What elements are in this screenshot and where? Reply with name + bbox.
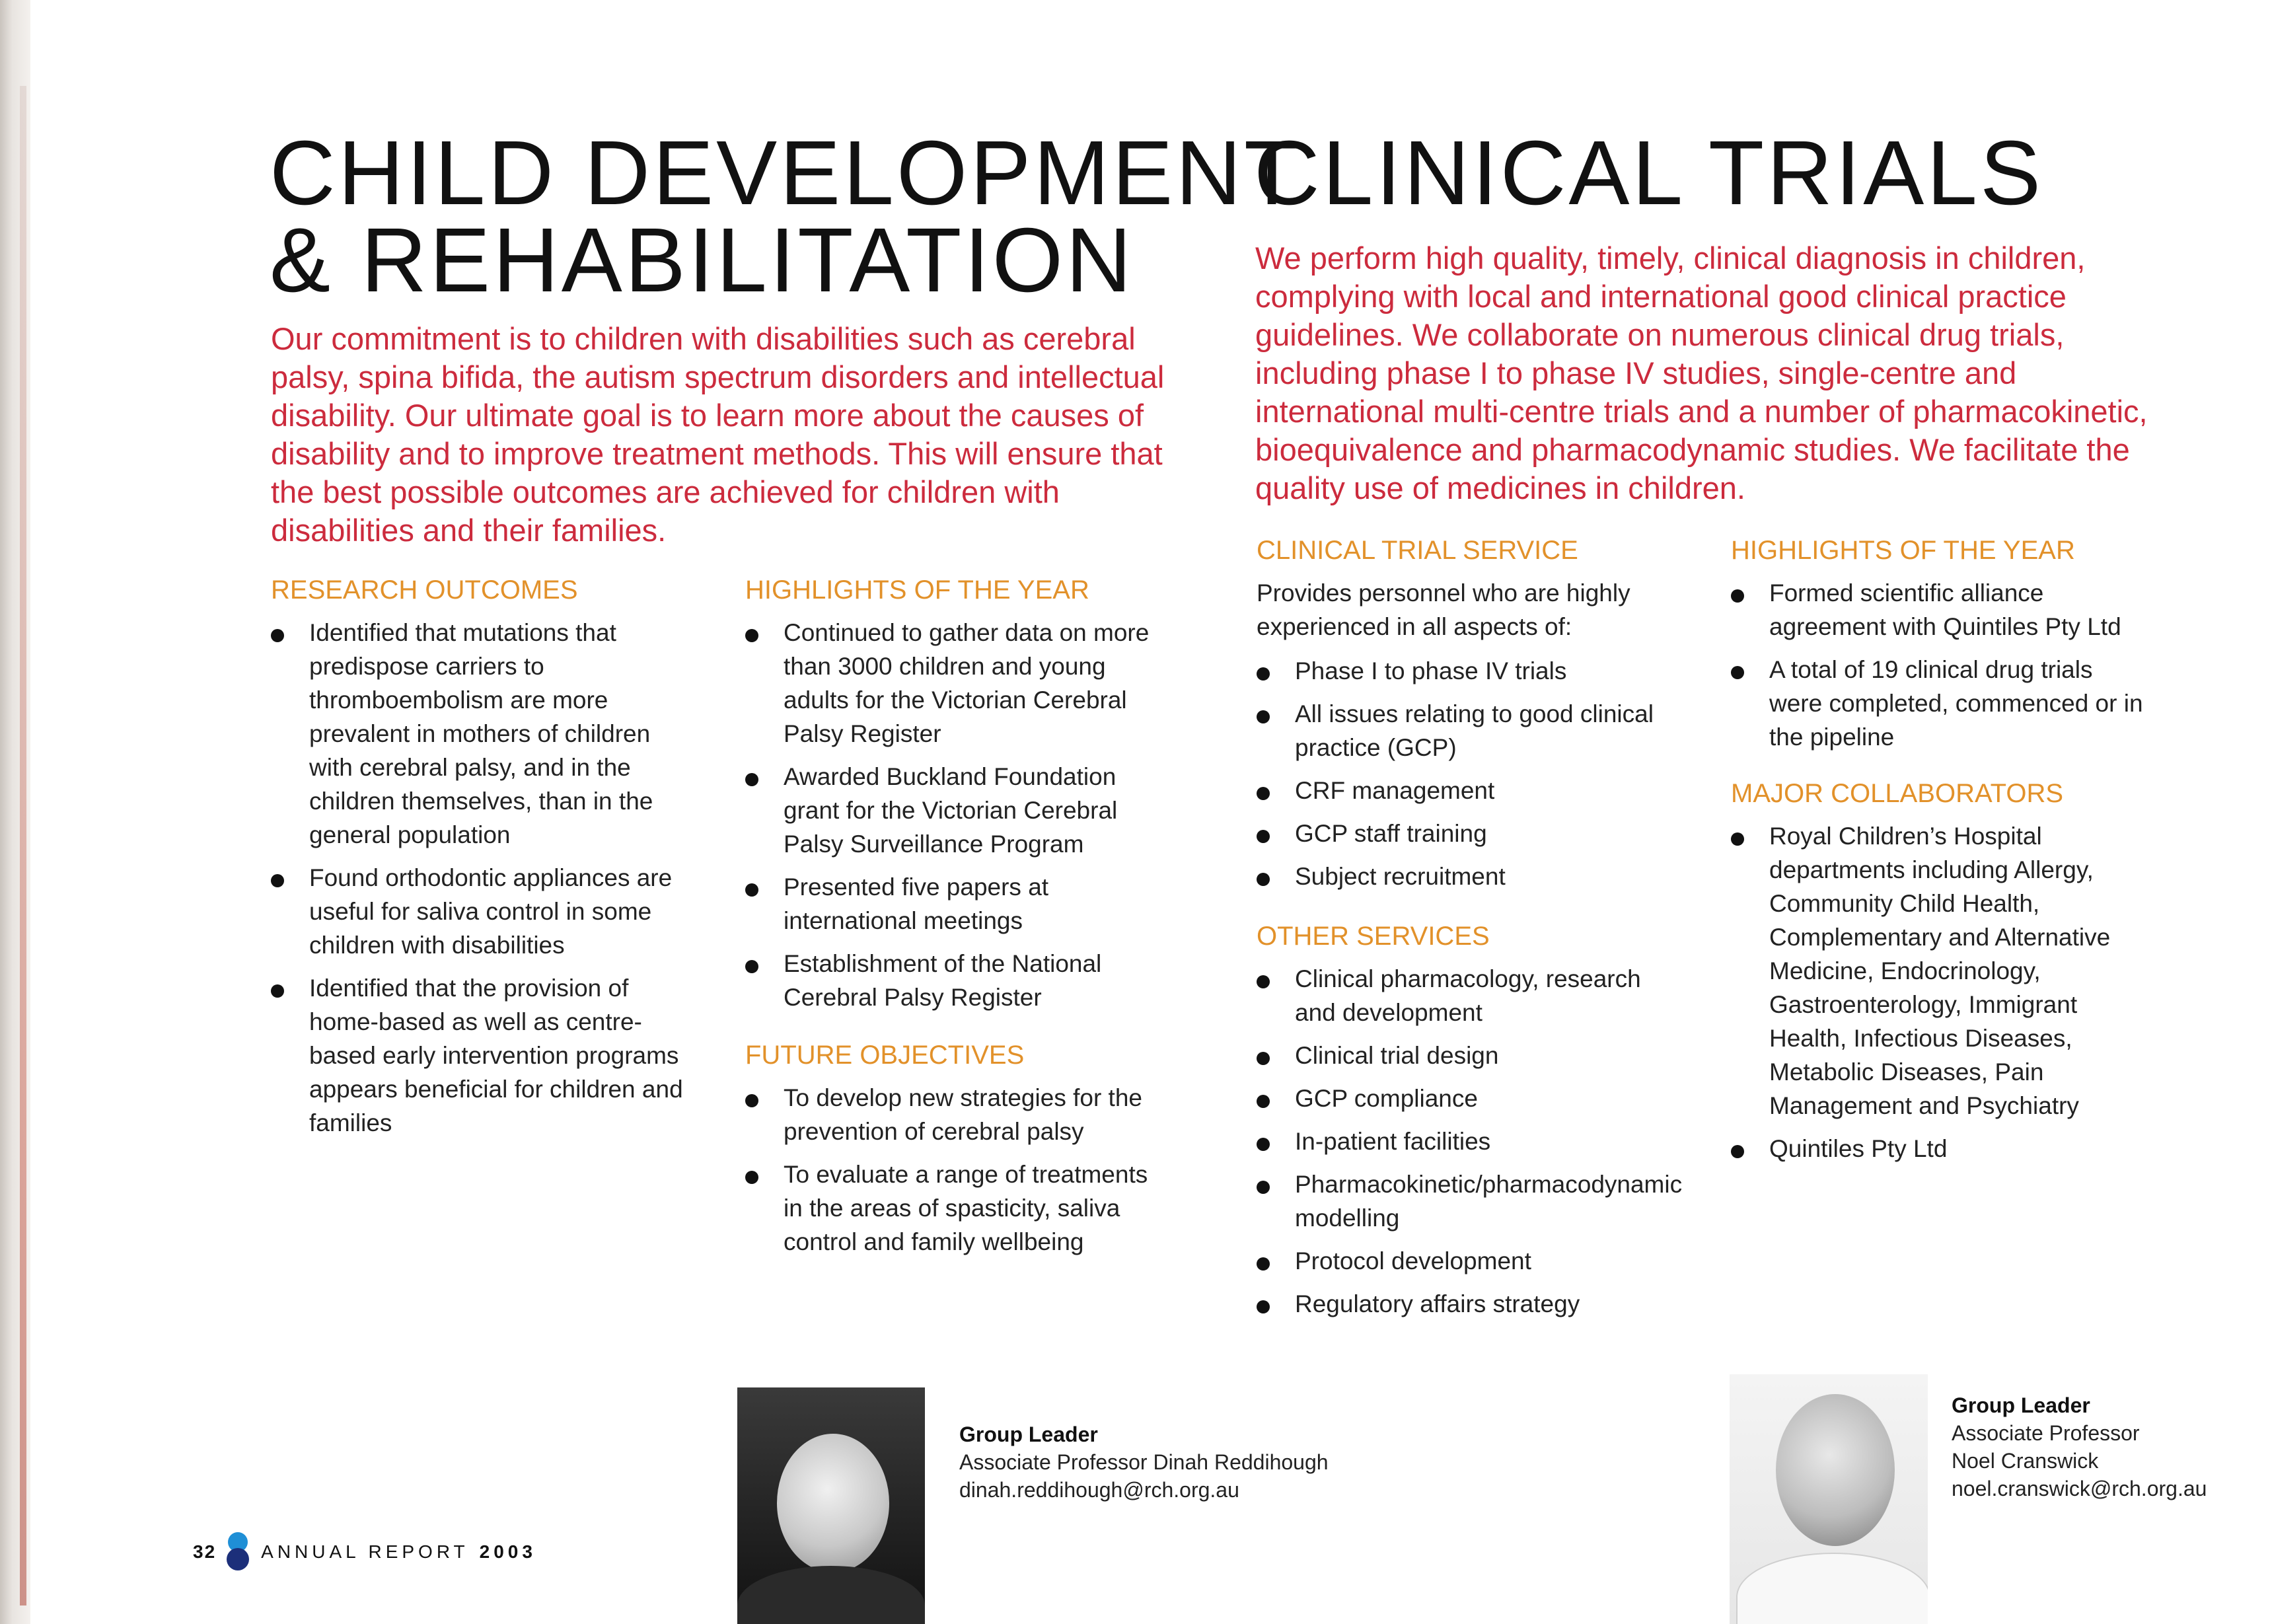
other-services-heading: OTHER SERVICES: [1257, 922, 1490, 951]
intro-line: palsy, spina bifida, the autism spectrum disorders and intellectual: [271, 359, 1165, 394]
left-highlights-heading: HIGHLIGHTS OF THE YEAR: [745, 575, 1089, 605]
list-item: Pharmacokinetic/pharmacodynamic modelling: [1257, 1167, 1732, 1235]
intro-line: quality use of medicines in children.: [1255, 470, 1745, 505]
future-objectives-heading: FUTURE OBJECTIVES: [745, 1041, 1025, 1070]
list-item: GCP staff training: [1257, 817, 1719, 850]
intro-line: complying with local and international good clinical practice: [1255, 279, 2067, 314]
child-development-intro: [271, 320, 1164, 550]
title-line: & REHABILITATION: [270, 209, 1134, 311]
intro-line: Our commitment is to children with disabilities such as cerebral: [271, 321, 1136, 356]
future-objectives-list: [745, 1081, 1208, 1268]
list-item: Quintiles Pty Ltd: [1731, 1132, 2193, 1165]
list-item: Awarded Buckland Foundation grant for the Victorian Cerebral Palsy Surveillance Program: [745, 760, 1208, 861]
noel-cranswick-photo: [1730, 1374, 1928, 1624]
list-item: Phase I to phase IV trials: [1257, 654, 1719, 688]
list-item: Regulatory affairs strategy: [1257, 1287, 1732, 1321]
list-item: Identified that mutations that predispose carriers to thromboembolism are more prevalent in mothers of children with cerebral palsy, and in the children themselves, than in the general population: [271, 616, 720, 852]
list-item: CRF management: [1257, 774, 1719, 807]
left-leader-role: Group Leader: [959, 1422, 1098, 1446]
clinical-trials-intro: [1255, 239, 2148, 507]
right-leader-title: Associate Professor: [1952, 1421, 2140, 1445]
list-item: Presented five papers at international meetings: [745, 870, 1208, 938]
right-highlights-list: [1731, 576, 2193, 763]
left-highlights-list: [745, 616, 1208, 1023]
list-item: GCP compliance: [1257, 1082, 1732, 1115]
hospital-logo-icon: [225, 1532, 249, 1572]
intro-line: disability and to improve treatment methods. This will ensure that: [271, 436, 1163, 471]
report-year: 2003: [479, 1541, 536, 1562]
right-leader-role: Group Leader: [1952, 1393, 2090, 1417]
report-label: ANNUAL REPORT: [261, 1541, 469, 1562]
title-line: CLINICAL TRIALS: [1254, 122, 2044, 224]
list-item: Subject recruitment: [1257, 860, 1719, 893]
binding-stripe: [20, 86, 26, 1606]
title-line: CHILD DEVELOPMENT: [270, 122, 1303, 224]
list-item: Establishment of the National Cerebral Palsy Register: [745, 947, 1208, 1014]
research-outcomes-list: [271, 616, 720, 1149]
other-services-list: [1257, 962, 1732, 1330]
clinical-trial-service-list: [1257, 654, 1719, 903]
list-item: Protocol development: [1257, 1244, 1732, 1278]
clinical-trials-title: [1254, 122, 2044, 224]
list-item: Formed scientific alliance agreement with Quintiles Pty Ltd: [1731, 576, 2193, 644]
list-item: Found orthodontic appliances are useful for saliva control in some children with disabilities: [271, 861, 720, 962]
right-highlights-heading: HIGHLIGHTS OF THE YEAR: [1731, 536, 2075, 565]
list-item: In-patient facilities: [1257, 1125, 1732, 1158]
intro-line: including phase I to phase IV studies, single-centre and: [1255, 355, 2017, 390]
list-item: Continued to gather data on more than 3000 children and young adults for the Victorian Cerebral Palsy Register: [745, 616, 1208, 751]
intro-line: guidelines. We collaborate on numerous clinical drug trials,: [1255, 317, 2065, 352]
left-leader-name: Associate Professor Dinah Reddihough: [959, 1450, 1329, 1474]
clinical-trial-service-description: Provides personnel who are highly experienced in all aspects of:: [1257, 579, 1630, 640]
page-number: 32: [193, 1541, 217, 1562]
intro-line: bioequivalence and pharmacodynamic studies. We facilitate the: [1255, 432, 2130, 467]
dinah-reddihough-photo: [737, 1387, 925, 1624]
list-item: Identified that the provision of home-based as well as centre- based early intervention programs appears beneficial for children and families: [271, 971, 720, 1140]
list-item: Clinical trial design: [1257, 1039, 1732, 1072]
list-item: To develop new strategies for the prevention of cerebral palsy: [745, 1081, 1208, 1148]
list-item: Clinical pharmacology, research and development: [1257, 962, 1732, 1029]
intro-line: international multi-centre trials and a number of pharmacokinetic,: [1255, 394, 2148, 429]
major-collaborators-list: [1731, 819, 2193, 1175]
list-item: To evaluate a range of treatments in the areas of spasticity, saliva control and family wellbeing: [745, 1158, 1208, 1259]
intro-line: disabilities and their families.: [271, 513, 667, 548]
clinical-trial-service-heading: CLINICAL TRIAL SERVICE: [1257, 536, 1578, 565]
intro-line: the best possible outcomes are achieved for children with: [271, 474, 1060, 509]
page-footer: [193, 1538, 536, 1566]
major-collaborators-heading: MAJOR COLLABORATORS: [1731, 779, 2064, 808]
right-leader-name: Noel Cranswick: [1952, 1449, 2099, 1473]
child-development-title: [270, 122, 1303, 311]
left-leader-email[interactable]: dinah.reddihough@rch.org.au: [959, 1478, 1239, 1502]
list-item: Royal Children’s Hospital departments including Allergy, Community Child Health, Complementary and Alternative Medicine, Endocrinology, Gastroenterology, Immigrant Health, Infectious Diseases, Metabolic Diseases, Pain Management and Psychiatry: [1731, 819, 2193, 1123]
intro-line: disability. Our ultimate goal is to learn more about the causes of: [271, 398, 1144, 433]
list-item: A total of 19 clinical drug trials were completed, commenced or in the pipeline: [1731, 653, 2193, 754]
intro-line: We perform high quality, timely, clinical diagnosis in children,: [1255, 240, 2086, 276]
research-outcomes-heading: RESEARCH OUTCOMES: [271, 575, 578, 605]
right-leader-email[interactable]: noel.cranswick@rch.org.au: [1952, 1477, 2207, 1500]
list-item: All issues relating to good clinical practice (GCP): [1257, 697, 1719, 764]
